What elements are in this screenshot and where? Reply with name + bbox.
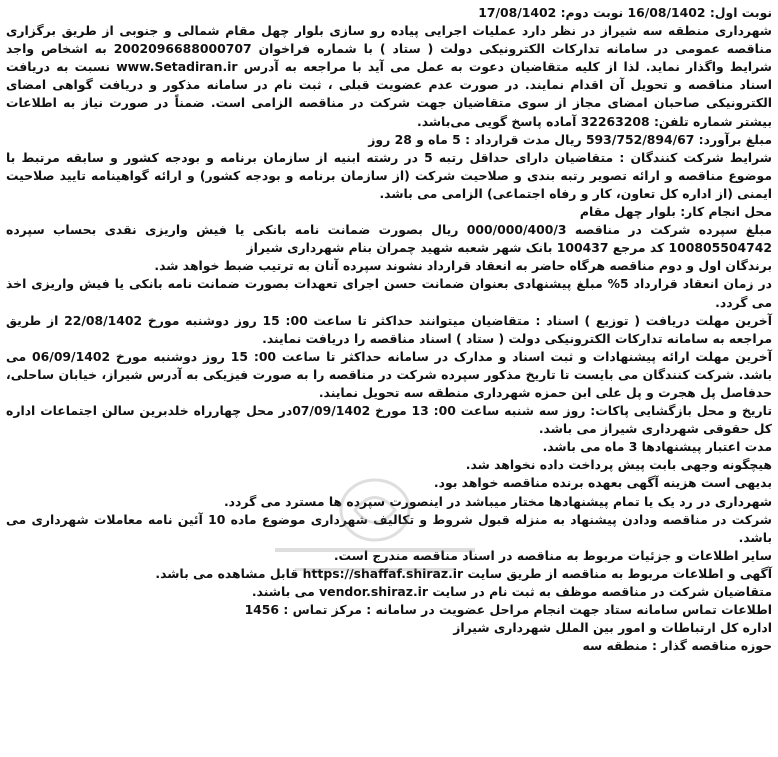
ad-cost: بدیهی است هزینه آگهی بعهده برنده مناقصه خواهد بود. bbox=[433, 475, 772, 491]
tender-notice bbox=[6, 4, 772, 655]
submission-deadline: آخرین مهلت ارائه پیشنهادات و ثبت اسناد و مدارک در سامانه حداکثر تا ساعت 00: 15 روز دوشنبه مورخ 06/09/1402 می باشد. شرکت کنندگان می بایست تا تاریخ مذکور سپرده شرکت در مناقصه را به صورت فیزیکی به آدرس شیراز، خیابان ساحلی، حدفاصل پل هجرت و پل علی ابن حمزه شهرداری منطقه سه تحویل نمایند. bbox=[6, 348, 772, 400]
opening-date: تاریخ و محل بازگشایی پاکات: روز سه شنبه ساعت 00: 13 مورخ 07/09/1402در محل چهارراه خلدبرین سالن اجتماعات اداره کل حقوقی شهرداری شیراز می باشد. bbox=[6, 403, 772, 437]
other-info: سایر اطلاعات و جزئیات مربوط به مناقصه در اسناد مناقصه مندرج است. bbox=[333, 547, 772, 563]
validity-period: مدت اعتبار پیشنهادها 3 ماه می باشد. bbox=[542, 439, 772, 455]
contact-info: اطلاعات تماس سامانه ستاد جهت انجام مراحل عضویت در سامانه : مرکز تماس : 1456 bbox=[244, 602, 772, 618]
document-deadline: آخرین مهلت دریافت ( توزیع ) اسناد : متقاضیان میتوانند حداکثر تا ساعت 00: 15 روز دوشنبه مورخ 22/08/1402 از طریق مراجعه به سامانه تدارکات الکترونیکی دولت ( ستاد ) اسناد مناقصه را دریافت نمایند. bbox=[6, 312, 772, 346]
notice-dates: نوبت اول: 16/08/1402 نوبت دوم: 17/08/1402 bbox=[478, 5, 772, 20]
vendor-registration: متقاضیان شرکت در مناقصه موظف به ثبت نام در سایت vendor.shiraz.ir می باشند. bbox=[251, 584, 772, 599]
work-location: محل انجام کار: بلوار چهل مقام bbox=[579, 204, 772, 220]
estimated-amount: مبلغ برآورد: 593/752/894/67 ریال مدت قرارداد : 5 ماه و 28 روز bbox=[368, 131, 772, 147]
no-prepayment: هیچگونه وجهی بابت پیش پرداخت داده نخواهد شد. bbox=[465, 457, 772, 473]
tender-zone: حوزه مناقصه گذار : منطقه سه bbox=[582, 638, 772, 654]
rejection-right: شهرداری در رد یک یا تمام پیشنهادها مختار میباشد در اینصورت سپرده ها مسترد می گردد. bbox=[223, 493, 772, 509]
winners-note: برندگان اول و دوم مناقصه هرگاه حاضر به انعقاد قرارداد نشوند سپرده آنان به ترتیب ضبط خواهد شد. bbox=[154, 258, 772, 274]
acceptance-terms: شرکت در مناقصه ودادن پیشنهاد به منزله قبول شروط و تکالیف شهرداری موضوع ماده 10 آئین نامه معاملات شهرداری می باشد. bbox=[6, 511, 772, 545]
performance-guarantee: در زمان انعقاد قرارداد 5% مبلغ پیشنهادی بعنوان ضمانت حسن اجرای تعهدات بصورت ضمانت نامه بانکی یا فیش واریزی اخذ می گردد. bbox=[6, 276, 772, 310]
notice-intro: شهرداری منطقه سه شیراز در نظر دارد عملیات اجرایی پیاده رو سازی بلوار چهل مقام شمالی و جنوبی از طریق برگزاری مناقصه عمومی در سامانه تدارکات الکترونیکی دولت ( ستاد ) با شماره فراخوان 2002096688000707 به اشخاص واجد شرایط واگذار نماید. لذا از کلیه متقاضیان دعوت به عمل می آید با مراجعه به آدرس www.Setadiran.ir نسبت به دریافت اسناد مناقصه و تحویل آن اقدام نمایند. در صورت عدم عضویت قبلی ، ثبت نام در سامانه مذکور و دریافت گواهی امضای الکترونیکی صاحبان امضای مجاز از سوی متقاضیان جهت شرکت در مناقصه الزامی است. ضمناً در صورت نیاز به اطلاعات بیشتر شماره تلفن: 32263208 آماده پاسخ گویی می‌باشد. bbox=[6, 23, 772, 129]
deposit-amount: مبلغ سپرده شرکت در مناقصه 000/000/400/3 ریال بصورت ضمانت نامه بانکی یا فیش واریزی نقدی بحساب سپرده 100805504742 کد مرجع 100437 بانک شهر شعبه شهید چمران بنام شهرداری شیراز bbox=[6, 222, 772, 256]
ad-website: آگهی و اطلاعات مربوط به مناقصه از طریق سایت https://shaffaf.shiraz.ir قابل مشاهده می باشد. bbox=[155, 565, 772, 581]
issuer-department: اداره کل ارتباطات و امور بین الملل شهرداری شیراز bbox=[453, 620, 772, 636]
participant-conditions: شرایط شرکت کنندگان : متقاضیان دارای حداقل رتبه 5 در رشته ابنیه از سازمان برنامه و بودجه کشور و سابقه مرتبط با موضوع مناقصه و ارائه تصویر رتبه بندی و صلاحیت شرکت (از سازمان برنامه و بودجه کشور) و ارائه گواهینامه تایید صلاحیت ایمنی (از اداره کل تعاون، کار و رفاه اجتماعی) الزامی می باشد. bbox=[6, 149, 772, 201]
